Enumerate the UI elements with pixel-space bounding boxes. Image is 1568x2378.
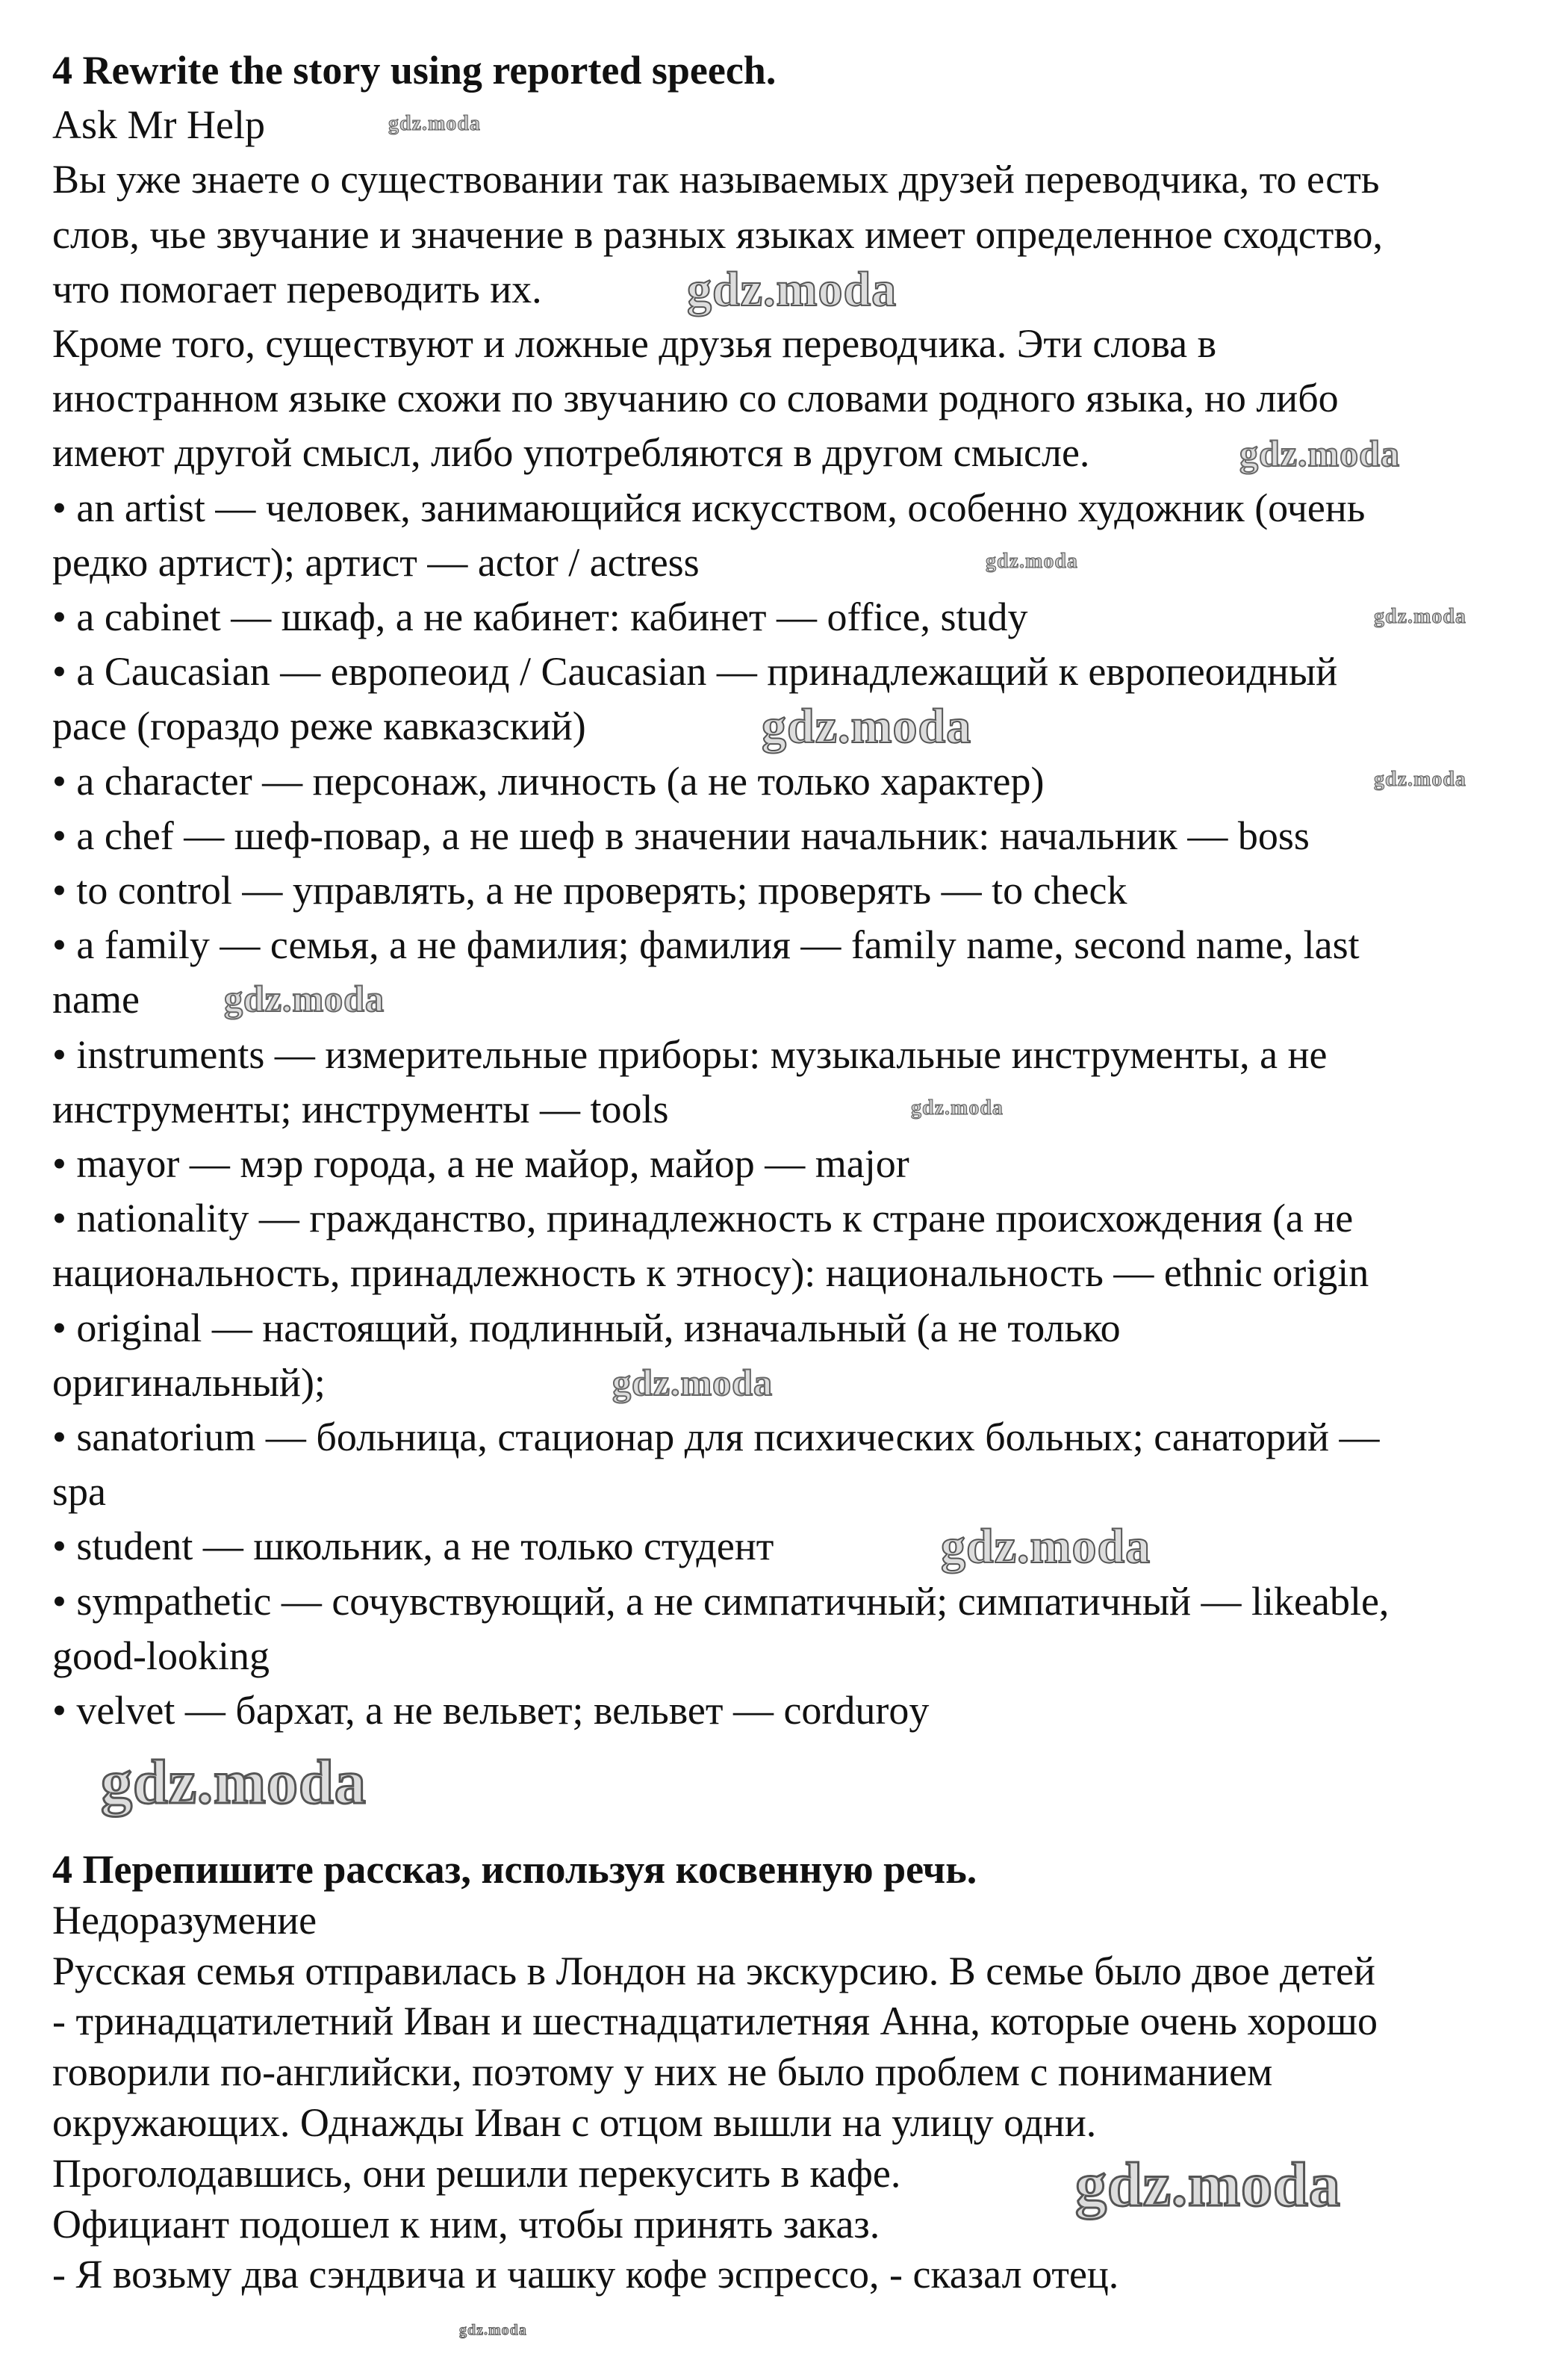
watermark: gdz.moda [224, 978, 385, 1019]
text-line: spa [52, 1469, 106, 1515]
text-line: • a Caucasian — европеоид / Caucasian — принадлежащий к европеоидный [52, 649, 1338, 695]
watermark: gdz.moda [388, 112, 481, 135]
watermark: gdz.moda [612, 1362, 773, 1403]
text-line: редко артист); артист — actor / actress [52, 539, 700, 585]
watermark: gdz.moda [762, 699, 972, 754]
story-title-en: Ask Mr Help [52, 102, 265, 148]
text-line: • mayor — мэр города, а не майор, майор — major [52, 1141, 909, 1187]
text-line: что помогает переводить их. [52, 266, 542, 311]
watermark: gdz.moda [941, 1519, 1151, 1574]
text-line: - Я возьму два сэндвича и чашку кофе эспрессо, - сказал отец. [52, 2252, 1119, 2297]
text-line: • an artist — человек, занимающийся искусством, особенно художник (очень [52, 485, 1366, 530]
text-line: имеют другой смысл, либо употребляются в другом смысле. [52, 430, 1090, 476]
exercise-title-en: 4 Rewrite the story using reported speech. [52, 48, 777, 93]
text-line: • velvet — бархат, а не вельвет; вельвет — corduroy [52, 1688, 930, 1733]
watermark: gdz.moda [1075, 2150, 1341, 2220]
watermark: gdz.moda [1374, 768, 1466, 791]
text-line: Вы уже знаете о существовании так называемых друзей переводчика, то есть [52, 157, 1380, 202]
text-line: • student — школьник, а не только студент [52, 1524, 774, 1569]
text-line: • a family — семья, а не фамилия; фамилия — family name, second name, last [52, 922, 1360, 968]
text-line: Русская семья отправилась в Лондон на экскурсию. В семье было двое детей [52, 1948, 1375, 1993]
text-line: • original — настоящий, подлинный, изначальный (а не только [52, 1305, 1121, 1350]
text-line: национальность, принадлежность к этносу): национальность — ethnic origin [52, 1250, 1369, 1296]
watermark: gdz.moda [687, 262, 897, 317]
watermark: gdz.moda [986, 550, 1078, 573]
text-line: Проголодавшись, они решили перекусить в кафе. [52, 2150, 901, 2196]
text-line: • a cabinet — шкаф, а не кабинет: кабинет — office, study [52, 594, 1028, 640]
text-line: • nationality — гражданство, принадлежность к стране происхождения (а не [52, 1196, 1354, 1241]
watermark: gdz.moda [911, 1096, 1004, 1120]
text-line: - тринадцатилетний Иван и шестнадцатилетняя Анна, которые очень хорошо [52, 1999, 1378, 2044]
text-line: name [52, 977, 140, 1022]
text-line: • sanatorium — больница, стационар для психических больных; санаторий — [52, 1415, 1380, 1460]
text-line: говорили по-английски, поэтому у них не было проблем с пониманием [52, 2049, 1273, 2095]
text-line: • sympathetic — сочувствующий, а не симпатичный; симпатичный — likeable, [52, 1578, 1390, 1624]
text-line: • a character — персонаж, личность (а не только характер) [52, 758, 1045, 804]
watermark: gdz.moda [101, 1748, 367, 1817]
story-title-ru: Недоразумение [52, 1897, 317, 1943]
watermark: gdz.moda [459, 2322, 527, 2338]
text-line: расе (гораздо реже кавказский) [52, 704, 586, 749]
text-line: • a chef — шеф-повар, а не шеф в значении начальник: начальник — boss [52, 813, 1310, 858]
text-line: инструменты; инструменты — tools [52, 1086, 669, 1131]
russian-section [52, 1845, 1538, 2300]
text-body-en [52, 152, 1538, 1738]
watermark: gdz.moda [1239, 432, 1400, 474]
text-line: Официант подошел к ним, чтобы принять заказ. [52, 2201, 880, 2247]
text-line: оригинальный); [52, 1359, 326, 1405]
exercise-title-ru: 4 Перепишите рассказ, используя косвенную речь. [52, 1847, 977, 1892]
watermark: gdz.moda [1374, 605, 1466, 628]
text-line: • to control — управлять, а не проверять; проверять — to check [52, 868, 1127, 913]
text-line: слов, чье звучание и значение в разных языках имеет определенное сходство, [52, 211, 1384, 257]
text-line: иностранном языке схожи по звучанию со словами родного языка, но либо [52, 376, 1339, 421]
text-body-ru [52, 1946, 1538, 2301]
text-line: • instruments — измерительные приборы: музыкальные инструменты, а не [52, 1031, 1328, 1077]
text-line: Кроме того, существуют и ложные друзья переводчика. Эти слова в [52, 321, 1217, 367]
text-line: окружающих. Однажды Иван с отцом вышли на улицу одни. [52, 2099, 1097, 2145]
text-line: good-looking [52, 1633, 270, 1678]
